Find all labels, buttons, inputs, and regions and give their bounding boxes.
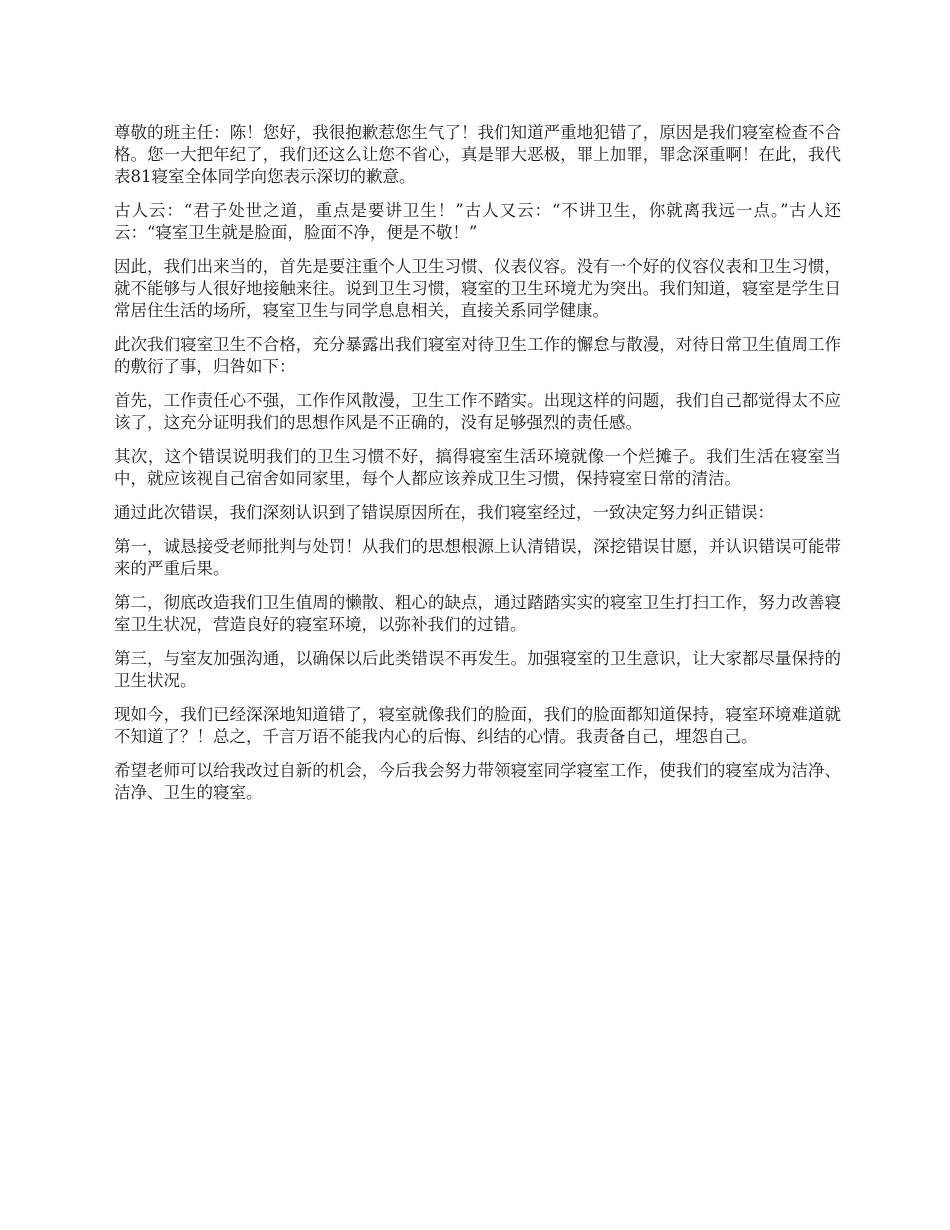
body-paragraph: 因此，我们出来当的，首先是要注重个人卫生习惯、仪表仪容。没有一个好的仪容仪表和卫生习惯，就不能够与人很好地接触来往。说到卫生习惯，寝室的卫生环境尤为突出。我们知道，寝室是学生日常居住生活的场所，寝室卫生与同学息息相关，直接关系同学健康。 [114,257,841,320]
document-body [114,122,841,816]
body-paragraph: 此次我们寝室卫生不合格，充分暴露出我们寝室对待卫生工作的懈怠与散漫，对待日常卫生值周工作的敷衍了事，归咎如下： [114,335,841,376]
list-paragraph: 第三，与室友加强沟通，以确保以后此类错误不再发生。加强寝室的卫生意识，让大家都尽量保持的卫生状况。 [114,649,841,690]
closing-paragraph: 希望老师可以给我改过自新的机会，今后我会努力带领寝室同学寝室工作，使我们的寝室成为洁净、洁净、卫生的寝室。 [114,761,841,802]
list-paragraph: 第二，彻底改造我们卫生值周的懒散、粗心的缺点，通过踏踏实实的寝室卫生打扫工作，努力改善寝室卫生状况，营造良好的寝室环境，以弥补我们的过错。 [114,593,841,634]
body-paragraph: 其次，这个错误说明我们的卫生习惯不好，搞得寝室生活环境就像一个烂摊子。我们生活在寝室当中，就应该视自己宿舍如同家里，每个人都应该养成卫生习惯，保持寝室日常的清洁。 [114,447,841,488]
body-paragraph: 首先，工作责任心不强，工作作风散漫，卫生工作不踏实。出现这样的问题，我们自己都觉得太不应该了，这充分证明我们的思想作风是不正确的，没有足够强烈的责任感。 [114,391,841,432]
body-paragraph: 现如今，我们已经深深地知道错了，寝室就像我们的脸面，我们的脸面都知道保持，寝室环境难道就不知道了？！总之，千言万语不能我内心的后悔、纠结的心情。我责备自己，埋怨自己。 [114,705,841,746]
body-paragraph: 通过此次错误，我们深刻认识到了错误原因所在，我们寝室经过，一致决定努力纠正错误： [114,503,774,522]
list-paragraph: 第一，诚恳接受老师批判与处罚！从我们的思想根源上认清错误，深挖错误甘愿，并认识错误可能带来的严重后果。 [114,537,841,578]
quote-paragraph: 古人云：“君子处世之道，重点是要讲卫生！”古人又云：“不讲卫生，你就离我远一点。”古人还云：“寝室卫生就是脸面，脸面不净，便是不敬！” [114,201,841,242]
greeting-paragraph: 尊敬的班主任：陈！您好，我很抱歉惹您生气了！我们知道严重地犯错了，原因是我们寝室检查不合格。您一大把年纪了，我们还这么让您不省心，真是罪大恶极，罪上加罪，罪念深重啊！在此，我代表81寝室全体同学向您表示深切的歉意。 [114,123,841,186]
